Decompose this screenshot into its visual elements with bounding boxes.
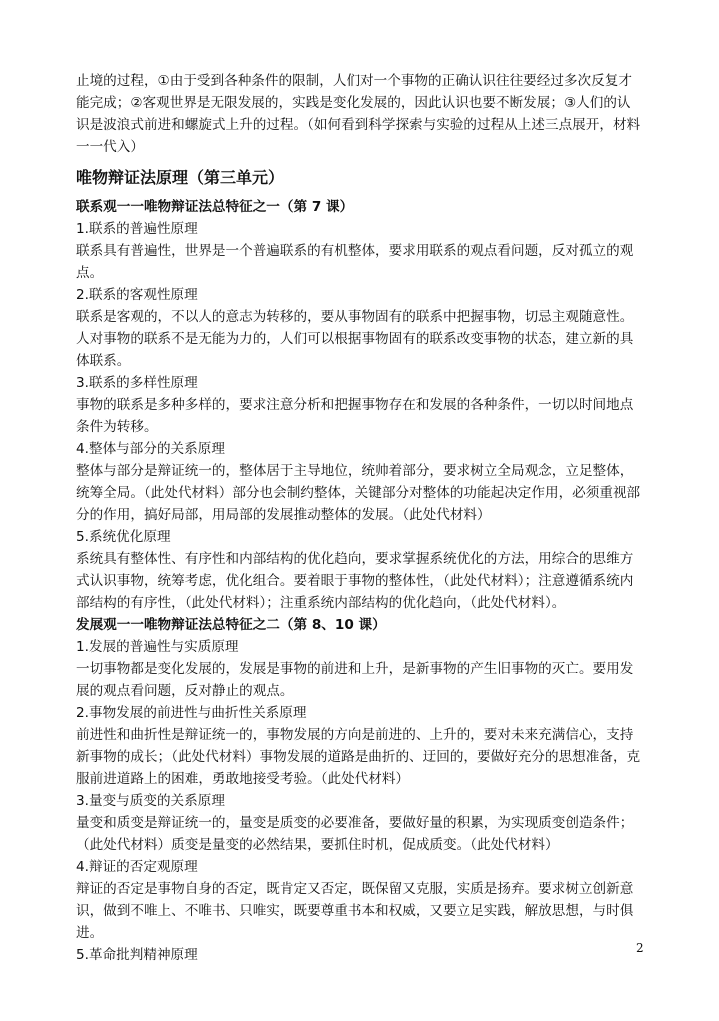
s2-item1-title: 1.发展的普遍性与实质原理 <box>76 639 239 655</box>
unit-heading: 唯物辩证法原理（第三单元） <box>76 168 285 187</box>
s2-item1-body: 一切事物都是变化发展的，发展是事物的前进和上升，是新事物的产生旧事物的灭亡。要用发展的观点看问题，反对静止的观点。 <box>76 661 634 699</box>
s1-item4-body: 整体与部分是辩证统一的，整体居于主导地位，统帅着部分，要求树立全局观念，立足整体，统筹全局。（此处代材料）部分也会制约整体，关键部分对整体的功能起决定作用，必须重视部分的作用，搞好局部，用局部的发展推动整体的发展。（此处代材料） <box>76 463 641 523</box>
s2-item4-body: 辩证的否定是事物自身的否定，既肯定又否定，既保留又克服，实质是扬弃。要求树立创新意识，做到不唯上、不唯书、只唯实，既要尊重书本和权威，又要立足实践，解放思想，与时俱进。 <box>76 881 634 941</box>
s1-item1-body: 联系具有普遍性，世界是一个普遍联系的有机整体，要求用联系的观点看问题，反对孤立的观点。 <box>76 243 634 281</box>
page-number: 2 <box>636 941 644 955</box>
s2-item2-body: 前进性和曲折性是辩证统一的，事物发展的方向是前进的、上升的，要对未来充满信心，支持新事物的成长；（此处代材料）事物发展的道路是曲折的、迂回的，要做好充分的思想准备，克服前进道路上的困难，勇敢地接受考验。（此处代材料） <box>76 727 641 787</box>
s2-item3-body: 量变和质变是辩证统一的，量变是质变的必要准备，要做好量的积累，为实现质变创造条件；（此处代材料）质变是量变的必然结果，要抓住时机，促成质变。（此处代材料） <box>76 815 634 853</box>
intro-paragraph: 止境的过程，①由于受到各种条件的限制，人们对一个事物的正确认识往往要经过多次反复才能完成；②客观世界是无限发展的，实践是变化发展的，因此认识也要不断发展；③人们的认识是波浪式前进和螺旋式上升的过程。（如何看到科学探索与实验的过程从上述三点展开，材料一一代入） <box>76 73 641 155</box>
section1-title: 联系观一一唯物辩证法总特征之一（第 7 课） <box>76 199 354 215</box>
s1-item5-title: 5.系统优化原理 <box>76 529 171 545</box>
s2-item3-title: 3.量变与质变的关系原理 <box>76 793 225 809</box>
s2-item5-title: 5.革命批判精神原理 <box>76 947 198 963</box>
s1-item4-title: 4.整体与部分的关系原理 <box>76 441 225 457</box>
s1-item2-title: 2.联系的客观性原理 <box>76 287 198 303</box>
s1-item3-body: 事物的联系是多种多样的，要求注意分析和把握事物存在和发展的各种条件，一切以时间地点条件为转移。 <box>76 397 634 435</box>
s2-item2-title: 2.事物发展的前进性与曲折性关系原理 <box>76 705 307 721</box>
s1-item1-title: 1.联系的普遍性原理 <box>76 221 198 237</box>
document-body <box>76 70 644 966</box>
s1-item2-body: 联系是客观的，不以人的意志为转移的，要从事物固有的联系中把握事物，切忌主观随意性。人对事物的联系不是无能为力的，人们可以根据事物固有的联系改变事物的状态，建立新的具体联系。 <box>76 309 634 369</box>
s1-item3-title: 3.联系的多样性原理 <box>76 375 198 391</box>
s1-item5-body: 系统具有整体性、有序性和内部结构的优化趋向，要求掌握系统优化的方法，用综合的思维方式认识事物，统筹考虑，优化组合。要着眼于事物的整体性，（此处代材料）；注意遵循系统内部结构的有序性，（此处代材料）；注重系统内部结构的优化趋向，（此处代材料）。 <box>76 551 634 611</box>
section2-title: 发展观一一唯物辩证法总特征之二（第 8、10 课） <box>76 617 386 633</box>
s2-item4-title: 4.辩证的否定观原理 <box>76 859 198 875</box>
